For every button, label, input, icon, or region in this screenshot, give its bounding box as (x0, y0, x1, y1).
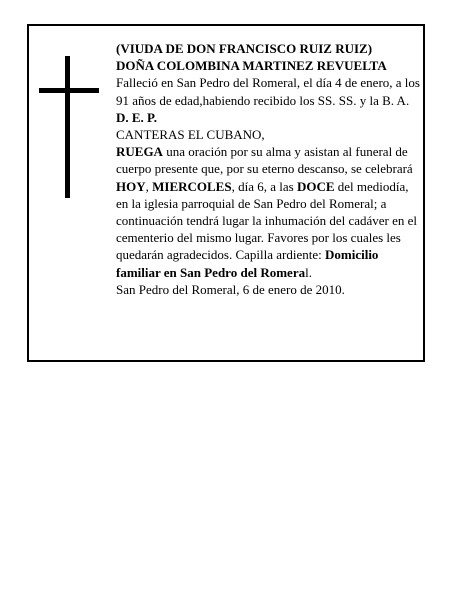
death-details: Falleció en San Pedro del Romeral, el día 4 de enero, a los 91 años de edad,habiendo recibido los SS. SS. y la B. A. (116, 75, 420, 108)
domicilio-phrase: Domicilio familiar en San Pedro del Romera (116, 247, 379, 280)
hoy-word: HOY (116, 178, 146, 194)
place-date-line: San Pedro del Romeral, 6 de enero de 2010. (116, 281, 345, 297)
cross-horizontal-bar (39, 88, 99, 93)
doce-word: DOCE (296, 178, 335, 194)
latin-cross-icon (39, 56, 99, 198)
invitation-text-1: una oración por su alma y asistan al funeral de cuerpo presente que, por su eterno descanso, se celebrará (116, 144, 413, 177)
invitation-text-2: , día 6, a las (231, 178, 297, 194)
deceased-name: DOÑA COLOMBINA MARTINEZ REVUELTA (116, 58, 387, 74)
rip-line: D. E. P. (116, 109, 158, 125)
company-name: CANTERAS EL CUBANO, (116, 127, 265, 143)
widow-line: (VIUDA DE DON FRANCISCO RUIZ RUIZ) (116, 41, 373, 56)
invitation-comma: , (145, 178, 153, 194)
obituary-text (116, 40, 423, 298)
funeral-invitation (116, 143, 423, 281)
cross-vertical-bar (65, 56, 70, 198)
obituary-notice (27, 24, 425, 362)
invitation-tail: l. (305, 264, 312, 280)
miercoles-word: MIERCOLES (152, 178, 232, 194)
ruega-word: RUEGA (116, 144, 163, 160)
invitation-text-3: del mediodía, en la iglesia parroquial de San Pedro del Romeral; a continuación tendrá lugar la inhumación del cadáver en el cementerio del mismo lugar. Favores por los cuales les quedarán agradecidos. Capilla ardiente: (116, 178, 418, 263)
